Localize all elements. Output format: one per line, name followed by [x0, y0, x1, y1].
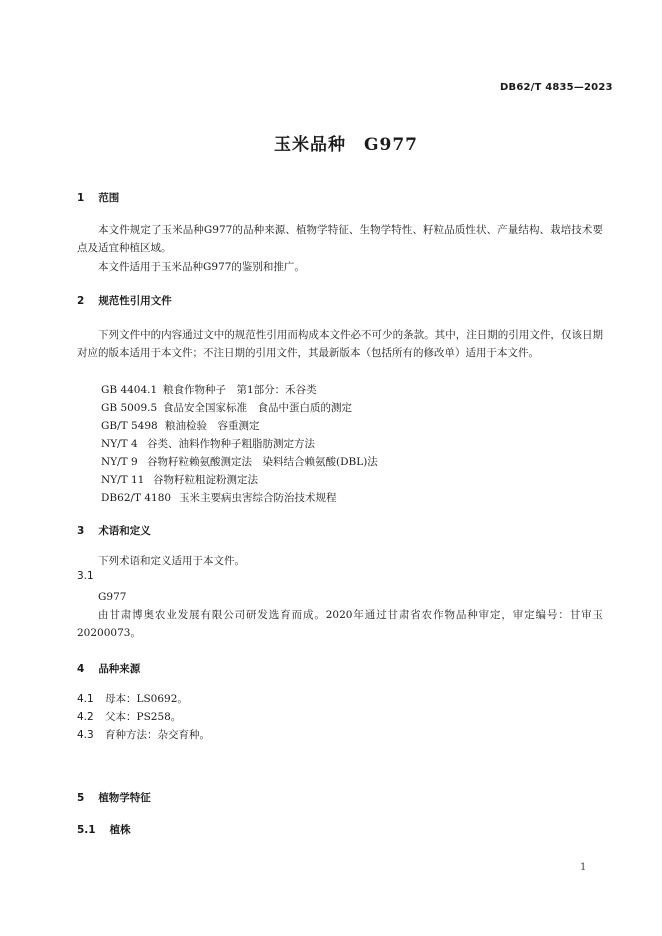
section-number: 3 [77, 525, 85, 537]
reference-title: 食品安全国家标准 食品中蛋白质的测定 [163, 402, 352, 414]
source-item [77, 726, 210, 744]
section-2-heading [77, 293, 172, 308]
item-number: 4.2 [77, 711, 94, 723]
reference-code: GB 4404.1 [101, 384, 158, 396]
reference-code: GB 5009.5 [101, 402, 158, 414]
document-number: DB62/T 4835—2023 [500, 82, 613, 93]
reference-title: 谷类、油料作物种子粗脂肪测定方法 [147, 438, 315, 450]
reference-title: 谷物籽粒赖氨酸测定法 染料结合赖氨酸(DBL)法 [147, 456, 378, 468]
section-title: 范围 [98, 192, 120, 204]
section-number: 5 [77, 792, 85, 804]
reference-item [101, 454, 378, 469]
item-text: 母本：LS0692。 [105, 693, 188, 705]
reference-code: GB/T 5498 [101, 420, 158, 432]
terms-intro: 下列术语和定义适用于本文件。 [98, 555, 245, 567]
scope-paragraph-1: 本文件规定了玉米品种G977的品种来源、植物学特征、生物学特性、籽粒品质性状、产量结构、栽培技术要点及适宜种植区域。 [77, 224, 603, 254]
subsection-5-1-heading [77, 822, 131, 837]
reference-item [101, 436, 315, 451]
reference-item [101, 472, 258, 487]
term-definition: 由甘肃博奥农业发展有限公司研发选育而成。2020年通过甘肃省农作物品种审定，审定编号：甘审玉20200073。 [77, 609, 603, 639]
item-number: 4.3 [77, 729, 94, 741]
item-text: 父本：PS258。 [105, 711, 182, 723]
section-5-heading [77, 790, 151, 805]
subsection-title: 植株 [109, 824, 131, 836]
source-item [77, 690, 188, 708]
item-text: 育种方法：杂交育种。 [105, 729, 210, 741]
document-title: 玉米品种 G977 [274, 135, 419, 155]
reference-code: NY/T 11 [101, 474, 145, 486]
reference-title: 粮油检验 容重测定 [165, 420, 260, 432]
section-number: 4 [77, 663, 85, 675]
scope-paragraph-2: 本文件适用于玉米品种G977的鉴别和推广。 [98, 261, 305, 273]
section-title: 植物学特征 [98, 792, 151, 804]
item-number: 4.1 [77, 693, 94, 705]
reference-item [101, 400, 352, 415]
reference-title: 玉米主要病虫害综合防治技术规程 [179, 492, 337, 504]
reference-title: 谷物籽粒粗淀粉测定法 [153, 474, 258, 486]
section-title: 品种来源 [98, 663, 141, 675]
reference-code: NY/T 9 [101, 456, 138, 468]
page-number: 1 [580, 862, 587, 873]
section-title: 规范性引用文件 [98, 295, 172, 307]
section-number: 2 [77, 295, 85, 307]
section-number: 1 [77, 192, 85, 204]
references-intro-paragraph: 下列文件中的内容通过文中的规范性引用而构成本文件必不可少的条款。其中，注日期的引用文件，仅该日期对应的版本适用于本文件；不注日期的引用文件，其最新版本（包括所有的修改单）适用于本文件。 [77, 329, 603, 359]
section-3-heading [77, 523, 151, 538]
reference-title: 粮食作物种子 第1部分：禾谷类 [163, 384, 317, 396]
section-title: 术语和定义 [98, 525, 151, 537]
reference-item [101, 490, 337, 505]
term-number: 3.1 [77, 570, 94, 582]
reference-code: NY/T 4 [101, 438, 138, 450]
section-4-heading [77, 661, 140, 676]
term-name: G977 [98, 591, 127, 603]
section-1-heading [77, 190, 119, 205]
source-item [77, 708, 181, 726]
reference-code: DB62/T 4180 [101, 492, 172, 504]
reference-item [101, 418, 260, 433]
reference-item [101, 382, 317, 397]
subsection-number: 5.1 [77, 824, 96, 836]
